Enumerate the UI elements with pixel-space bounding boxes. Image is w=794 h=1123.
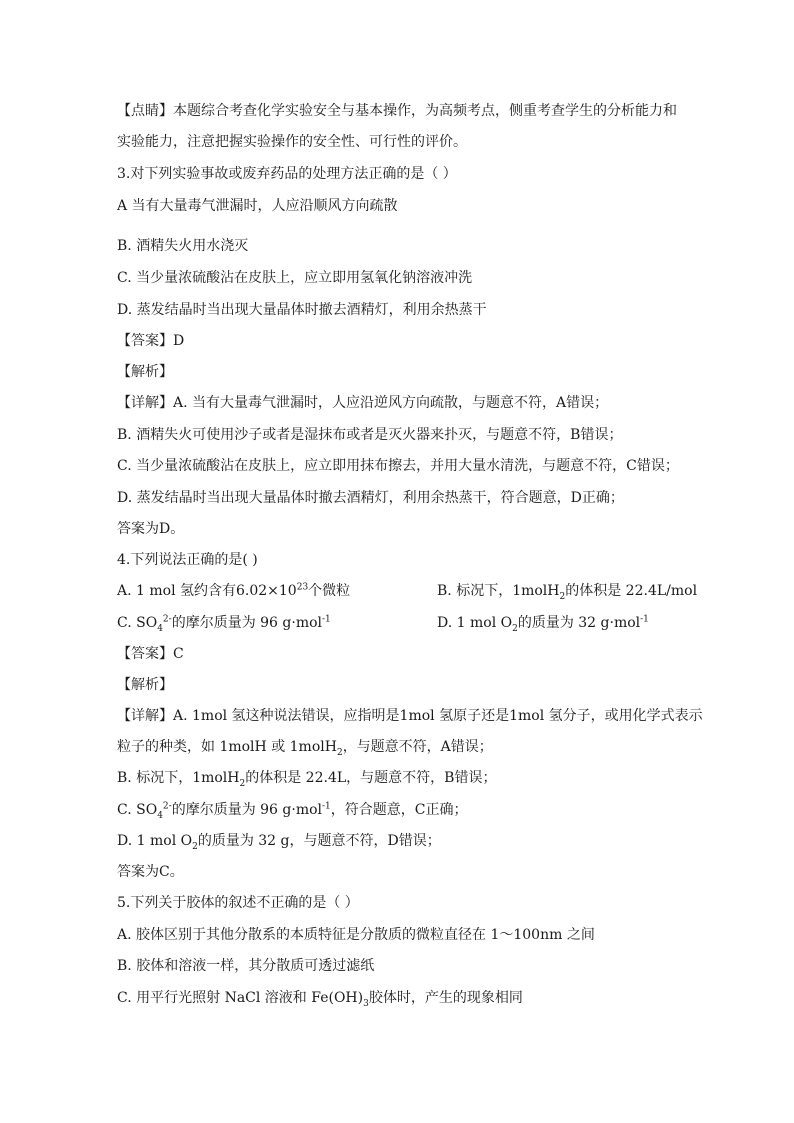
- q3-explain-b: B. 酒精失火可使用沙子或者是湿抹布或者是灭火器来扑灭，与题意不符，B错误；: [117, 427, 623, 443]
- dianjing-line-2: 实验能力，注意把握实验操作的安全性、可行性的评价。: [117, 134, 467, 150]
- q5-option-b: B. 胶体和溶液一样，其分散质可透过滤纸: [117, 958, 375, 974]
- q3-option-c: C. 当少量浓硫酸沾在皮肤上，应立即用氢氧化钠溶液冲洗: [117, 270, 473, 286]
- q4-answer: 【答案】C: [117, 646, 184, 662]
- q3-option-d: D. 蒸发结晶时当出现大量晶体时撤去酒精灯，利用余热蒸干: [117, 302, 487, 318]
- q4-explain-a-line2: 粒子的种类，如 1molH 或 1molH$_2$，与题意不符，A错误；: [117, 739, 493, 758]
- q4-option-a: A. 1 mol 氢约含有$6.02\times 10^{23}$个微粒: [117, 582, 351, 599]
- q4-option-d: D. 1 mol $O_2$的质量为 32 g·mol$^{-1}$: [437, 614, 649, 634]
- q4-explain-b: B. 标况下，1molH$_2$的体积是 22.4L，与题意不符，B错误；: [117, 770, 497, 789]
- q3-explain-a: 【详解】A. 当有大量毒气泄漏时，人应沿逆风方向疏散，与题意不符，A错误；: [117, 395, 609, 411]
- q4-explain-c: C. $SO_4^{2-}$的摩尔质量为 96 g·mol$^{-1}$，符合题意，C正确；: [117, 801, 468, 821]
- q4-stem: 4.下列说法正确的是( ): [117, 552, 258, 568]
- q3-option-b: B. 酒精失火用水浇灭: [117, 238, 249, 254]
- q3-stem: 3.对下列实验事故或废弃药品的处理方法正确的是（ ）: [117, 166, 457, 182]
- q4-explain-a-line1: 【详解】A. 1mol 氢这种说法错误，应指明是1mol 氢原子还是1mol 氢分子，或用化学式表示: [117, 708, 703, 724]
- q4-option-c: C. $SO_4^{2-}$的摩尔质量为 96 g·mol$^{-1}$: [117, 614, 331, 634]
- q3-answer: 【答案】D: [117, 333, 185, 349]
- q4-analysis-heading: 【解析】: [117, 677, 173, 693]
- q5-option-a: A. 胶体区别于其他分散系的本质特征是分散质的微粒直径在 1～100nm 之间: [117, 927, 595, 943]
- q4-conclusion: 答案为C。: [117, 864, 184, 880]
- dianjing-line-1: 【点睛】本题综合考查化学实验安全与基本操作，为高频考点，侧重考查学生的分析能力和: [117, 103, 677, 119]
- q4-explain-d: D. 1 mol $O_2$的质量为 32 g，与题意不符，D错误；: [117, 833, 441, 852]
- q4-option-b: B. 标况下，1molH$_2$的体积是 22.4L/mol: [437, 583, 698, 602]
- q3-conclusion: 答案为D。: [117, 521, 185, 537]
- q5-stem: 5.下列关于胶体的叙述不正确的是（ ）: [117, 895, 359, 911]
- q3-option-a: A 当有大量毒气泄漏时，人应沿顺风方向疏散: [117, 198, 398, 214]
- q3-analysis-heading: 【解析】: [117, 364, 173, 380]
- q3-explain-d: D. 蒸发结晶时当出现大量晶体时撤去酒精灯，利用余热蒸干，符合题意，D正确；: [117, 490, 624, 506]
- q5-option-c: C. 用平行光照射 NaCl 溶液和 $Fe(OH)_3$胶体时，产生的现象相同: [117, 990, 523, 1009]
- q3-explain-c: C. 当少量浓硫酸沾在皮肤上，应立即用抹布擦去，并用大量水清洗，与题意不符，C错误；: [117, 458, 679, 474]
